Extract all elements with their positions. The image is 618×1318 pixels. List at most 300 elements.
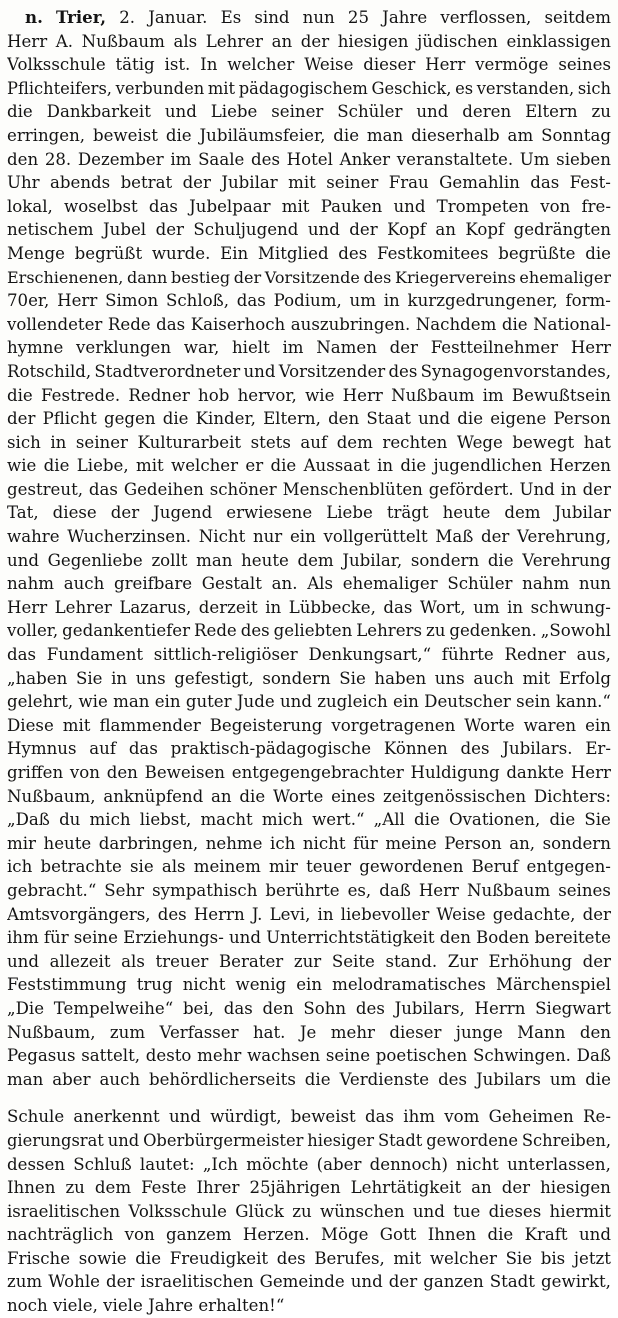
word: Schule	[7, 1107, 65, 1127]
word: Staat	[366, 409, 411, 429]
word: liebevoller	[340, 904, 430, 924]
word: Er-	[585, 739, 611, 759]
word: liebst,	[139, 810, 192, 830]
word: Worte	[272, 786, 324, 806]
word: auch	[99, 1069, 141, 1089]
word: Stadt	[489, 1272, 535, 1292]
word: Märchenspiel	[496, 975, 611, 995]
word: Dichters:	[533, 786, 611, 806]
word: an,	[509, 833, 536, 853]
word: Erschienenen,	[7, 267, 124, 287]
word: seine	[325, 1046, 371, 1066]
word: nahm	[522, 574, 570, 594]
article-line	[7, 1294, 611, 1318]
word: wenig	[235, 975, 287, 995]
article-line	[7, 643, 611, 667]
word: mich	[89, 810, 131, 830]
word: auszubringen.	[290, 314, 411, 334]
word: gegen	[103, 409, 156, 429]
word: Pegasus	[7, 1046, 76, 1066]
word: Simon	[105, 291, 159, 311]
word: beweist	[290, 1107, 356, 1127]
word: in	[560, 479, 577, 499]
word: und	[307, 220, 340, 240]
word: ihm	[403, 1107, 435, 1127]
word: Festrede.	[41, 385, 121, 405]
word: flammender	[99, 715, 201, 735]
word: Nußbaum	[81, 31, 165, 51]
word: Aussaat	[303, 456, 370, 476]
word: kann.“	[555, 692, 611, 712]
word: heute	[442, 503, 491, 523]
word: das	[236, 291, 266, 311]
word: wie	[78, 692, 108, 712]
word: Herrn	[474, 998, 526, 1018]
word: „haben	[7, 668, 68, 688]
article-line	[7, 242, 611, 266]
word: Herr	[7, 31, 48, 51]
word: der	[501, 1178, 531, 1198]
word: sieben	[556, 149, 611, 169]
word: A.	[55, 31, 74, 51]
word: auch	[63, 574, 105, 594]
word: Weise	[304, 55, 354, 75]
word: Maß	[435, 527, 474, 547]
word: als	[173, 31, 198, 51]
article-line	[7, 1044, 611, 1068]
word: auf	[300, 432, 328, 452]
word: Geheimen	[488, 1107, 574, 1127]
word: Erfolg	[558, 668, 611, 688]
word: noch	[7, 1296, 48, 1316]
word: poetischen	[375, 1046, 468, 1066]
word: Schuljugend	[193, 220, 299, 240]
word: Beruf	[471, 857, 519, 877]
word: wie	[7, 456, 37, 476]
word: Siegwart	[535, 998, 611, 1018]
word: Unterrichtstätigkeit	[266, 928, 435, 948]
word: 70er,	[7, 291, 50, 311]
article-line	[7, 714, 611, 738]
word: ihm	[7, 928, 39, 948]
word: und	[412, 1201, 445, 1221]
word: Glück	[235, 1201, 284, 1221]
word: Saale	[198, 149, 245, 169]
word: Verdienste	[339, 1069, 430, 1089]
word: wünschen	[319, 1201, 405, 1221]
word: um	[549, 1069, 577, 1089]
word: dankte	[506, 763, 565, 782]
word: Lehrer	[205, 31, 263, 51]
word: gefestigt,	[174, 668, 254, 688]
word: Rede	[107, 314, 151, 334]
article-line	[7, 1068, 611, 1092]
word: Schwingen.	[472, 1046, 571, 1066]
article-line	[7, 1021, 611, 1045]
word: der	[300, 31, 330, 51]
word: hiesiger	[307, 1130, 375, 1150]
word: Oberbürgermeister	[143, 1130, 304, 1150]
word: Schüler	[447, 574, 513, 594]
word: dem	[297, 550, 334, 570]
article-line	[7, 171, 611, 195]
word: an	[435, 220, 456, 240]
word: schöner	[209, 479, 277, 499]
article-line	[7, 195, 611, 219]
word: desto	[145, 1046, 192, 1066]
word: Jubilars,	[394, 998, 465, 1018]
word: seines	[558, 55, 611, 75]
word: und	[416, 102, 449, 122]
word: gelehrt,	[7, 692, 74, 712]
word: das	[128, 739, 158, 759]
word: Pflichteifers,	[7, 78, 112, 98]
word: auf	[89, 739, 117, 759]
word: veranstaltete.	[396, 149, 514, 169]
word: den	[262, 998, 294, 1018]
article-line	[7, 431, 611, 455]
article-line	[7, 926, 611, 950]
word: zum	[7, 1272, 43, 1292]
word: Levi,	[269, 904, 311, 924]
word: Re-	[583, 1107, 611, 1127]
word: Sie	[505, 1248, 533, 1268]
word: wachsen	[247, 1046, 321, 1066]
word: abends	[50, 173, 111, 193]
word: Wucherzinsen.	[67, 527, 192, 547]
word: für	[43, 928, 69, 948]
word: von	[124, 1225, 155, 1245]
word: Nachdem	[415, 314, 497, 334]
word: und	[164, 102, 197, 122]
word: Herr	[7, 597, 48, 617]
word: erwiesene	[226, 503, 313, 523]
word: Seite	[331, 951, 375, 971]
article-line	[7, 336, 611, 360]
word: lautet:	[139, 1154, 195, 1174]
word: Es	[220, 8, 242, 27]
word: Diese	[7, 715, 54, 735]
article-line	[7, 903, 611, 927]
word: der	[582, 951, 611, 971]
word: Sohn	[303, 998, 347, 1018]
word: hat	[583, 432, 611, 452]
word: Sie	[584, 810, 611, 830]
word: und	[350, 1272, 383, 1292]
word: guter	[185, 692, 232, 712]
word: hiermit	[549, 1201, 611, 1221]
article-line	[7, 785, 611, 809]
article-line	[7, 407, 611, 431]
article-line	[7, 218, 611, 242]
word: mit	[288, 173, 316, 193]
word: mit	[207, 78, 236, 98]
word: sich	[577, 78, 611, 98]
word: des	[276, 1248, 306, 1268]
word: haben	[374, 668, 427, 688]
word: aber	[52, 1069, 91, 1089]
word: das	[530, 173, 560, 193]
word: entgegen-	[526, 857, 611, 877]
word: Kraft	[524, 1225, 568, 1245]
word: ehemaliger	[342, 574, 438, 594]
word: den	[439, 928, 471, 948]
word: die	[7, 385, 33, 405]
word: man	[113, 692, 150, 712]
word: Pflicht	[42, 409, 97, 429]
word: Denkungsart,“	[308, 645, 432, 665]
word: rechten	[382, 432, 448, 452]
word: „Ich	[202, 1154, 238, 1174]
word: das	[223, 998, 253, 1018]
word: trug	[136, 975, 173, 995]
word: welcher	[227, 55, 295, 75]
word: tätig	[115, 55, 155, 75]
article-line	[7, 384, 611, 408]
word: Je	[299, 1022, 317, 1042]
article-line	[7, 148, 611, 172]
word: Liebe	[210, 102, 258, 122]
word: Uhr	[7, 173, 40, 193]
word: die	[270, 456, 297, 476]
word: Jahre	[382, 8, 428, 27]
word: Verehrung	[522, 550, 611, 570]
word: schwung-	[530, 597, 611, 617]
word: hat.	[252, 1022, 286, 1042]
word: Nicht	[198, 527, 246, 547]
word: des	[157, 904, 187, 924]
word: würdigt,	[210, 1107, 282, 1127]
word: Sie	[339, 668, 366, 688]
word: Podium,	[273, 291, 342, 311]
word: welcher	[171, 456, 239, 476]
word: man	[7, 1069, 44, 1089]
word: seitdem	[544, 8, 611, 27]
word: Erziehungs-	[123, 928, 224, 948]
word: die	[162, 409, 189, 429]
word: daß	[379, 880, 411, 900]
word: Herrn	[193, 904, 245, 924]
word: Januar.	[148, 8, 208, 27]
article-line	[7, 1153, 611, 1177]
word: und	[393, 196, 426, 216]
word: vorgetragenen	[331, 715, 456, 735]
word: seine	[73, 928, 118, 948]
word: nun	[302, 8, 335, 27]
word: betrat	[120, 173, 173, 193]
word: geliebten	[273, 621, 353, 641]
article-line	[7, 997, 611, 1021]
word: zur	[293, 951, 322, 971]
word: Synagogenvorstandes,	[420, 361, 611, 381]
word: wurde.	[151, 243, 211, 263]
word: der	[582, 904, 611, 924]
word: Jubilar	[554, 503, 611, 523]
word: das	[7, 645, 37, 665]
word: sind	[254, 8, 290, 27]
word: zum	[109, 1022, 146, 1042]
word: in	[111, 668, 128, 688]
word: gedenken.	[449, 621, 537, 641]
word: unterlassen,	[507, 1154, 611, 1174]
word: Gemeinde	[259, 1272, 345, 1292]
word: Um	[519, 149, 550, 169]
word: Vorsitzender	[278, 361, 386, 381]
word: Zur	[447, 951, 478, 971]
word: Ihrer	[196, 1178, 240, 1198]
word: Festkomitees	[376, 243, 489, 263]
word: zu	[292, 1201, 312, 1221]
word: mich	[261, 810, 303, 830]
word: die	[457, 409, 484, 429]
word: Menschenblüten	[282, 479, 423, 499]
word: gefördert.	[428, 479, 514, 499]
word: meine	[385, 833, 437, 853]
word: dem	[336, 432, 373, 452]
word: er	[245, 456, 264, 476]
word: das	[364, 1107, 395, 1127]
word: nicht	[182, 975, 226, 995]
word: sein	[516, 692, 551, 712]
word: Menge	[7, 243, 65, 263]
article-line	[7, 30, 611, 54]
word: Volksschule	[128, 1201, 227, 1221]
word: verklungen	[76, 338, 172, 358]
word: seiner	[75, 432, 128, 452]
word: mit	[522, 668, 551, 688]
word: man	[366, 125, 404, 145]
word: entgegengebrachter	[231, 763, 404, 782]
word: die	[43, 456, 70, 476]
word: „Die	[7, 998, 45, 1018]
article-line	[7, 1129, 611, 1153]
article-line	[7, 596, 611, 620]
word: macht	[200, 810, 253, 830]
word: anknüpfend	[103, 786, 204, 806]
word: Ihnen	[7, 1178, 56, 1198]
word: Hotel	[286, 149, 333, 169]
word: Sie	[75, 668, 103, 688]
word: Worte	[464, 715, 515, 735]
word: kurzgedrungener,	[407, 291, 558, 311]
word: Gestalt	[201, 574, 262, 594]
word: zeitgenössischen	[383, 786, 527, 806]
word: Kopf	[387, 220, 426, 240]
word: lokal,	[7, 196, 53, 216]
word: Ovationen,	[448, 810, 541, 830]
word: es	[455, 78, 474, 98]
word: bei,	[182, 998, 214, 1018]
word: Kriegervereins	[394, 267, 516, 287]
word: der	[349, 220, 378, 240]
word: „Sowohl	[540, 621, 611, 641]
word: Und	[519, 479, 555, 499]
article-line	[7, 761, 611, 785]
word: Verehrung,	[517, 527, 611, 547]
word: hervor,	[237, 385, 297, 405]
word: verstanden,	[476, 78, 575, 98]
word: bis	[540, 1248, 566, 1268]
word: Nußbaum	[466, 880, 551, 900]
word: begrüßt	[74, 243, 143, 263]
article-line	[7, 501, 611, 525]
word: Rotschild,	[7, 361, 92, 381]
word: gestreut,	[7, 479, 84, 499]
word: bewegt	[512, 432, 575, 452]
word: Lübbecke,	[288, 597, 376, 617]
word: erringen,	[7, 125, 86, 145]
word: Nußbaum	[391, 385, 475, 405]
word: Daß	[576, 1046, 611, 1066]
word: zu	[65, 1178, 85, 1198]
word: des	[251, 149, 280, 169]
word: und	[168, 1107, 201, 1127]
word: begrüßte	[498, 243, 576, 263]
word: Kulturarbeit	[137, 432, 242, 452]
word: die	[487, 1225, 514, 1245]
word: und	[578, 1225, 611, 1245]
word: die	[304, 1069, 331, 1089]
word: gedrängten	[513, 220, 611, 240]
word: man	[196, 550, 233, 570]
word: verbunden	[115, 78, 205, 98]
word: Feste	[141, 1178, 187, 1198]
word: (aber	[316, 1154, 362, 1174]
word: Frische	[7, 1248, 71, 1268]
word: der	[388, 1272, 418, 1292]
word: an	[211, 786, 232, 806]
word: Wohle	[48, 1272, 100, 1292]
word: Herr	[425, 55, 466, 75]
word: Dezember	[77, 149, 164, 169]
word: Schreiben,	[521, 1130, 611, 1150]
word: in	[50, 432, 67, 452]
word: Herr	[418, 880, 459, 900]
article-line	[7, 690, 611, 714]
word: vollgerüttelt	[323, 527, 428, 547]
word: Lehrers	[356, 621, 423, 641]
word: in	[383, 291, 400, 311]
article-line	[7, 808, 611, 832]
word: deren	[462, 102, 512, 122]
word: ist.	[164, 55, 191, 75]
word: den	[579, 1022, 611, 1042]
word: mit	[393, 1248, 422, 1268]
word: Mitglied	[257, 243, 329, 263]
word: Beweisen	[144, 763, 225, 782]
word: der	[106, 1272, 135, 1292]
word: uns	[135, 668, 166, 688]
word: die	[333, 125, 360, 145]
word: sie	[130, 857, 154, 877]
word: stand.	[385, 951, 438, 971]
word: führte	[441, 645, 494, 665]
word: Schüler	[337, 102, 403, 122]
word: sowie	[78, 1248, 127, 1268]
word: Lehrtätigkeit	[350, 1178, 462, 1198]
article-line	[7, 832, 611, 856]
word: Kopf	[465, 220, 505, 240]
word: dem	[504, 503, 541, 523]
word: israelitischen	[140, 1272, 254, 1292]
word: des	[363, 267, 392, 287]
word: und	[418, 409, 451, 429]
word: tue	[453, 1201, 481, 1221]
word: Anker	[339, 149, 391, 169]
word: Fest-	[569, 173, 611, 193]
word: Sehr	[104, 880, 145, 900]
article-line	[7, 667, 611, 691]
